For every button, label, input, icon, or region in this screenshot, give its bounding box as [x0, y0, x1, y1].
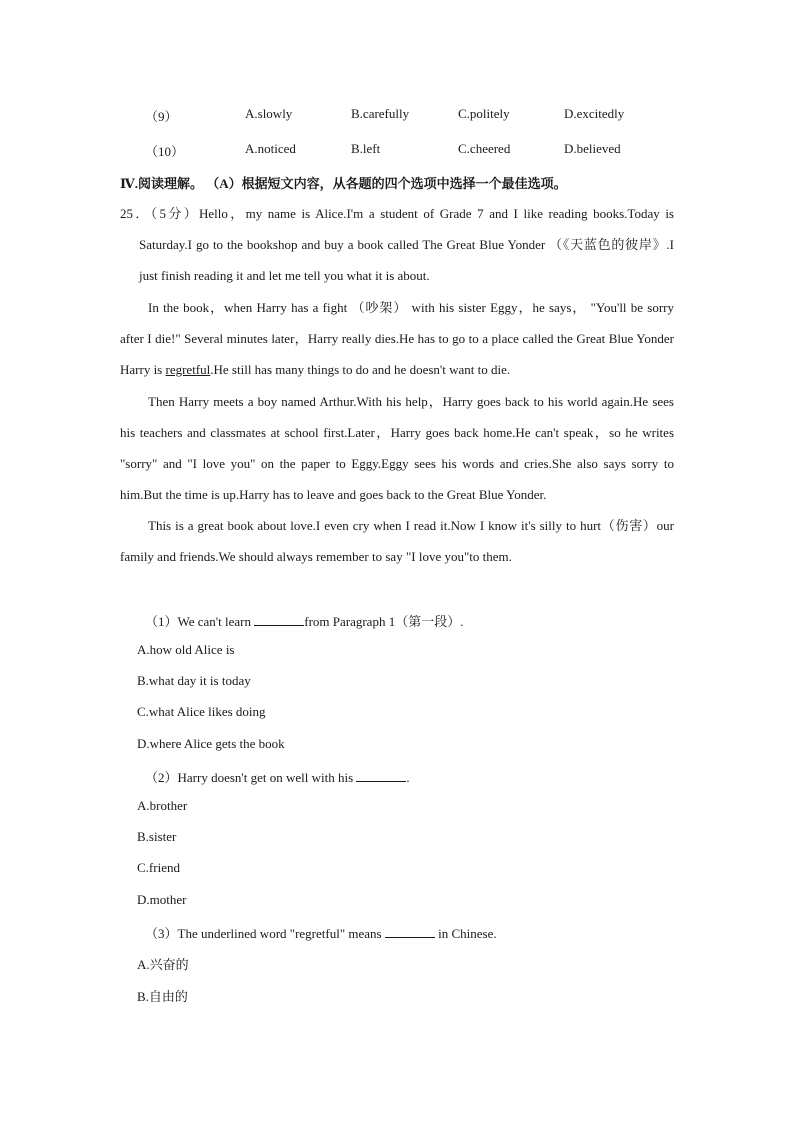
question-1-option-c: C.what Alice likes doing: [137, 704, 266, 719]
answer-blank: [356, 769, 406, 782]
option-d: D.excitedly: [564, 106, 625, 121]
option-a: A.noticed: [245, 141, 296, 156]
passage-paragraph-3: Then Harry meets a boy named Arthur.With his help，Harry goes back to his world again.He sees his teachers and classmates at school first.Later，Harry goes back home.He can't speak，so he writes "sorry" and "I love you" on the paper to Eggy.Eggy sees his words and cries.She also says sorry to him.But the time is up.Harry has to leave and goes back to the Great Blue Yonder.: [120, 394, 674, 502]
question-text: .: [406, 770, 410, 785]
question-2: [145, 767, 410, 786]
question-text: in Chinese.: [434, 926, 497, 941]
option-c: C.cheered: [458, 141, 511, 156]
question-text: （3）The underlined word "regretful" means: [145, 926, 385, 941]
option-b: B.left: [351, 141, 381, 156]
question-3-option-b: B.自由的: [137, 989, 188, 1004]
question-text: （2）Harry doesn't get on well with his: [145, 770, 357, 785]
question-1-option-a: A.how old Alice is: [137, 642, 235, 657]
answer-blank: [385, 925, 435, 938]
options-row-9: [0, 106, 794, 126]
question-text: from Paragraph 1（第一段）.: [304, 614, 464, 629]
question-1: [145, 611, 463, 630]
answer-blank: [254, 613, 304, 626]
question-number: （10）: [145, 144, 185, 159]
question-1-option-b: B.what day it is today: [137, 673, 251, 688]
option-b: B.carefully: [351, 106, 410, 121]
paragraph-text: .He still has many things to do and he doesn't want to die.: [210, 362, 511, 377]
option-d: D.believed: [564, 141, 621, 156]
question-2-option-b: B.sister: [137, 829, 177, 844]
section-heading: Ⅳ.阅读理解。 （A）根据短文内容，从各题的四个选项中选择一个最佳选项。: [120, 176, 567, 191]
options-row-10: [0, 141, 794, 161]
passage-paragraph-4: This is a great book about love.I even cry when I read it.Now I know it's silly to hurt（伤害）our family and friends.We should always remember to say "I love you"to them.: [120, 518, 674, 564]
question-2-option-d: D.mother: [137, 892, 187, 907]
question-1-option-d: D.where Alice gets the book: [137, 736, 285, 751]
paragraph-text: In the book，when Harry has a fight （吵架） with his sister Eggy，he says， "You'll be sorry after I die!" Several minutes later，Harry really dies.He has to go to a place called the Great Blue Yonder Harry is: [120, 300, 674, 377]
question-number: （9）: [145, 109, 178, 124]
question-3-option-a: A.兴奋的: [137, 957, 189, 972]
passage-paragraph-2: [120, 292, 674, 385]
passage-paragraph-1: 25．（5分）Hello，my name is Alice.I'm a student of Grade 7 and I like reading books.Today is Saturday.I go to the bookshop and buy a book called The Great Blue Yonder （《天蓝色的彼岸》.I just finish reading it and let me tell you what it is about.: [120, 206, 674, 283]
question-3: [145, 923, 497, 942]
option-a: A.slowly: [245, 106, 293, 121]
option-c: C.politely: [458, 106, 510, 121]
underlined-word: regretful: [165, 362, 211, 377]
question-2-option-c: C.friend: [137, 860, 180, 875]
question-2-option-a: A.brother: [137, 798, 188, 813]
question-text: （1）We can't learn: [145, 614, 255, 629]
